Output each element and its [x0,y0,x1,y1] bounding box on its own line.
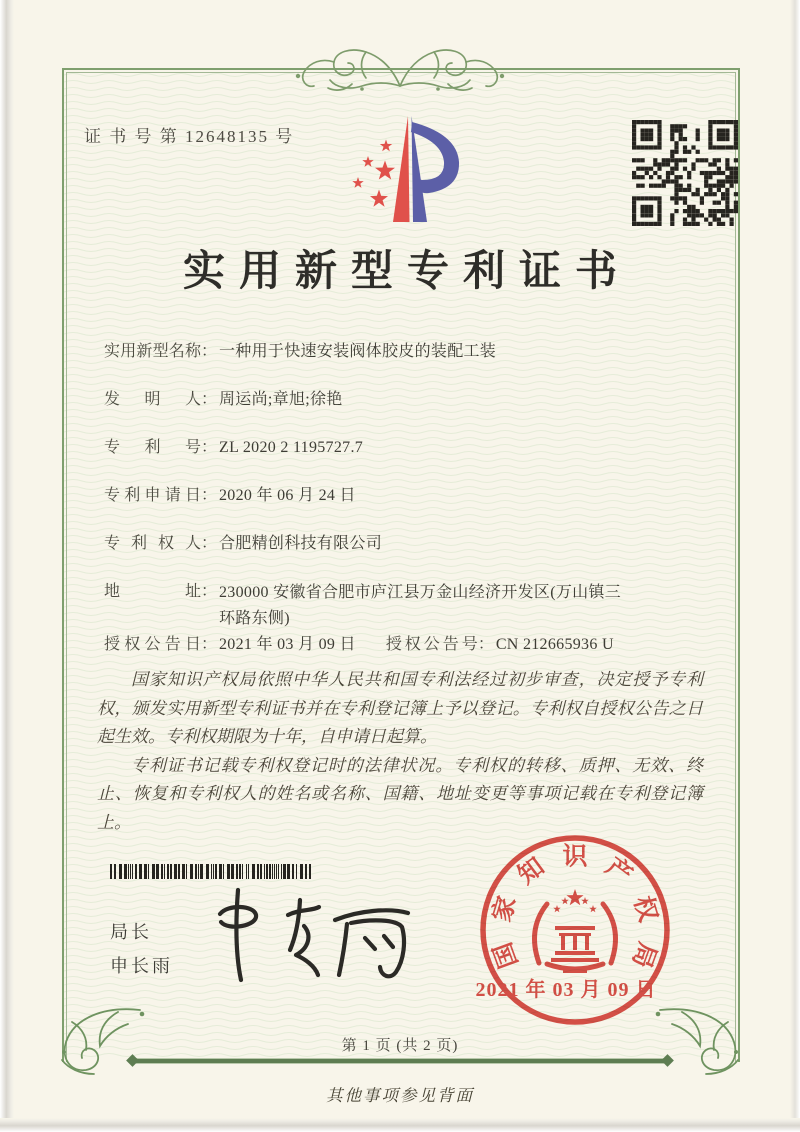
address-line-2: 环路东侧) [219,610,290,627]
legal-text [97,666,703,837]
field-row-utility-model-name [104,340,664,364]
field-row-grant [104,633,664,657]
field-colon: ： [201,439,218,456]
field-colon: ： [201,391,218,408]
certificate-fields [104,340,664,681]
red-official-seal [452,830,698,1026]
field-label: 地址 [104,583,201,600]
svg-text:产: 产 [600,853,637,890]
commissioner-title: 局长 [110,922,152,942]
field-colon: ： [477,636,494,653]
field-value: 合肥精创科技有限公司 [219,535,383,552]
field-label: 实用新型名称 [104,343,201,360]
svg-text:知: 知 [513,853,550,890]
svg-text:局: 局 [626,938,661,972]
commissioner-name: 申长雨 [110,956,173,976]
field-colon: ： [201,636,218,653]
field-label: 授权公告日 [104,636,201,653]
field-label: 专利号 [104,439,201,456]
field-row-address [104,580,664,632]
field-colon: ： [201,343,218,360]
field-pair-grant-number [386,633,614,657]
logo-stars-icon [352,140,395,207]
seal-date: 2021 年 03 月 09 日 [475,979,657,1001]
svg-text:识: 识 [562,843,588,871]
back-note: 其他事项参见背面 [326,1086,474,1105]
barcode [110,864,314,879]
field-row-patent-number [104,436,664,460]
field-label: 授权公告号 [385,636,478,653]
field-row-patentee [104,532,664,556]
field-value [219,580,621,632]
logo-wedge-red [393,116,410,222]
scan-edge-right [790,0,800,1132]
legal-paragraph-1: 国家知识产权局依照中华人民共和国专利法经过初步审查，决定授予专利权，颁发实用新型专利证书并在专利登记簿上予以登记。专利权自授权公告之日起生效。专利权期限为十年，自申请日起算。 [97,670,703,746]
certificate-title: 实用新型专利证书 [182,249,631,295]
svg-text:国: 国 [489,938,524,972]
national-emblem-icon [535,889,616,973]
field-colon: ： [201,487,218,504]
field-value: 一种用于快速安装阀体胶皮的装配工装 [219,343,497,360]
field-value: ZL 2020 2 1195727.7 [219,439,364,456]
field-value: 2021 年 03 月 09 日 [219,636,356,653]
handwritten-signature [200,882,412,986]
field-row-filing-date [104,484,664,508]
field-value: 2020 年 06 月 24 日 [219,487,356,504]
cnipa-logo [335,110,475,228]
field-label: 发明人 [104,391,201,408]
bottom-border-line [136,1058,664,1064]
qr-code [632,120,738,226]
svg-text:家: 家 [488,893,522,925]
scan-edge-left [0,0,14,1132]
field-value: 周运尚;章旭;徐艳 [219,391,343,408]
field-colon: ： [201,583,218,600]
page-indicator: 第 1 页 (共 2 页) [341,1038,459,1054]
scan-edge-bottom [0,1118,800,1132]
field-label: 专利申请日 [104,487,201,504]
field-colon: ： [201,535,218,552]
field-label: 专利权人 [104,535,201,552]
field-row-inventor [104,388,664,412]
svg-text:权: 权 [628,893,662,925]
certificate-number: 证 书 号 第 12648135 号 [84,127,295,146]
field-value: CN 212665936 U [495,636,614,653]
logo-p-bowl [411,122,459,193]
address-line-1: 230000 安徽省合肥市庐江县万金山经济开发区(万山镇三 [219,584,622,601]
legal-paragraph-2: 专利证书记载专利权登记时的法律状况。专利权的转移、质押、无效、终止、恢复和专利权人的姓名或名称、国籍、地址变更等事项记载在专利登记簿上。 [97,755,703,832]
